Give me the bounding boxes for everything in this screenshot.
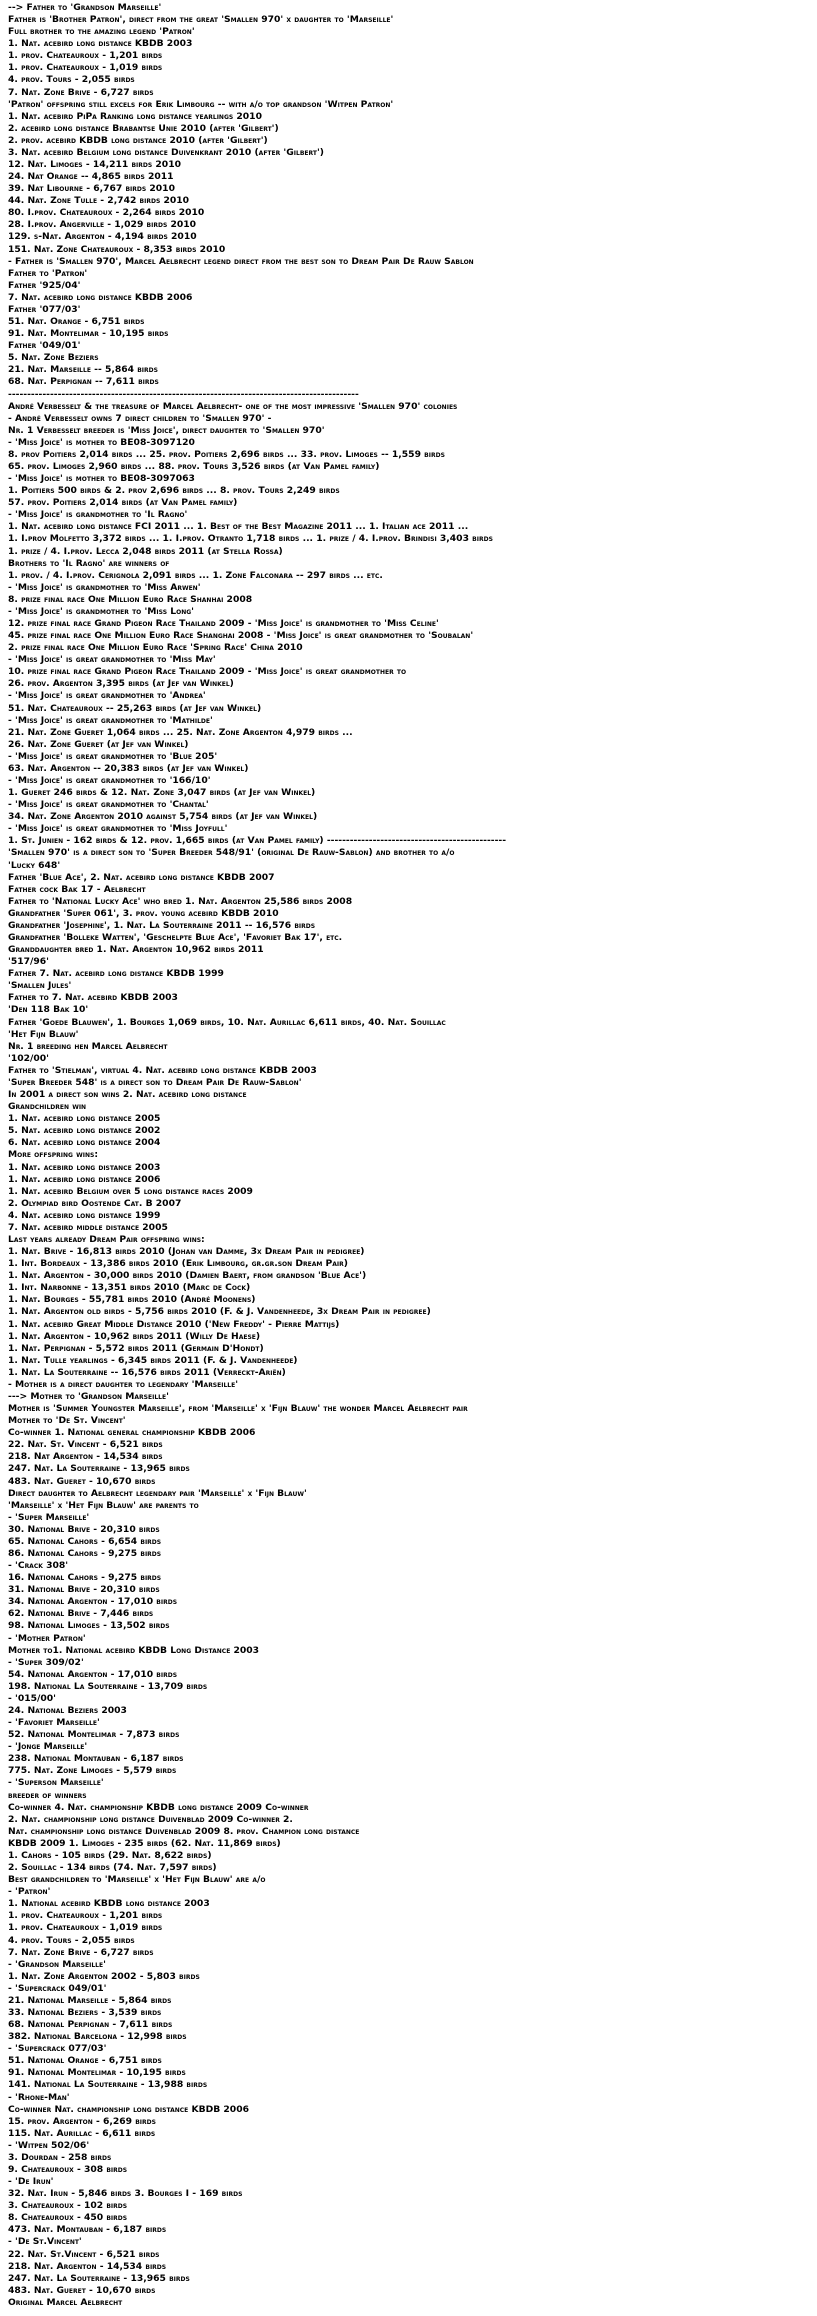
- text-line: 1. Nat. acebird PiPa Ranking long distance yearlings 2010: [8, 110, 262, 122]
- text-line: 12. prize final race Grand Pigeon Race Thailand 2009 - 'Miss Joice' is grandmother to 'Miss Celine': [8, 617, 439, 629]
- text-line: 1. Nat. Zone Argenton 2002 - 5,803 birds: [8, 1970, 200, 1982]
- text-line: Grandfather 'Super 061', 3. prov. young acebird KBDB 2010: [8, 907, 279, 919]
- text-line: 26. Nat. Zone Gueret (at Jef van Winkel): [8, 738, 189, 750]
- text-line: - 'Miss Joice' is grandmother to 'Il Ragno': [8, 509, 188, 521]
- text-line: 12. Nat. Limoges - 14,211 birds 2010: [8, 159, 181, 171]
- text-line: 'Patron' offspring still excels for Erik Limbourg -- with a/o top grandson 'Witpen Patron': [8, 98, 394, 110]
- text-line: 39. Nat Libourne - 6,767 birds 2010: [8, 183, 175, 195]
- text-line: 1. National acebird KBDB long distance 2003: [8, 1898, 210, 1910]
- text-line: 1. St. Junien - 162 birds & 12. prov. 1,665 birds (at Van Pamel family) -----------------------------------------------: [8, 835, 507, 847]
- text-line: 382. National Barcelona - 12,998 birds: [8, 2031, 187, 2043]
- text-line: 7. Nat. acebird middle distance 2005: [8, 1221, 168, 1233]
- text-line: 9. Chateauroux - 308 birds: [8, 2163, 128, 2175]
- text-line: 4. Nat. acebird long distance 1999: [8, 1209, 161, 1221]
- text-line: 1. Nat. acebird long distance 2005: [8, 1113, 161, 1125]
- text-line: - 'Miss Joice' is grandmother to 'Miss Arwen': [8, 581, 201, 593]
- text-line: 51. Nat. Orange - 6,751 birds: [8, 316, 145, 328]
- text-line: 44. Nat. Zone Tulle - 2,742 birds 2010: [8, 195, 190, 207]
- text-line: 3. Chateauroux - 102 birds: [8, 2200, 128, 2212]
- text-line: 68. National Perpignan - 7,611 birds: [8, 2019, 173, 2031]
- text-line: 2. Olympiad bird Oostende Cat. B 2007: [8, 1197, 182, 1209]
- text-line: Co-winner 4. Nat. championship KBDB long distance 2009 Co-winner: [8, 1801, 309, 1813]
- text-line: 1. Nat. Perpignan - 5,572 birds 2011 (Germain D'Hondt): [8, 1342, 264, 1354]
- text-line: Nat. championship long distance Duivenblad 2009 8. prov. Champion long distance: [8, 1825, 360, 1837]
- text-line: 2. Nat. championship long distance Duivenblad 2009 Co-winner 2.: [8, 1813, 293, 1825]
- text-line: 22. Nat. St.Vincent - 6,521 birds: [8, 2248, 160, 2260]
- text-line: 51. Nat. Chateauroux -- 25,263 birds (at Jef van Winkel): [8, 702, 262, 714]
- text-line: 'Smallen 970' is a direct son to 'Super Breeder 548/91' (original De Rauw-Sablon) and brother to a/o: [8, 847, 455, 859]
- text-line: Full brother to the amazing legend 'Patron': [8, 26, 195, 38]
- text-line: Direct daughter to Aelbrecht legendary pair 'Marseille' x 'Fijn Blauw': [8, 1487, 307, 1499]
- text-line: 1. Nat. Argenton old birds - 5,756 birds 2010 (F. & J. Vandenheede, 3x Dream Pair in pedigree): [8, 1306, 431, 1318]
- text-line: 1. Nat. Bourges - 55,781 birds 2010 (André Moonens): [8, 1294, 256, 1306]
- text-line: 1. Nat. acebird Great Middle Distance 2010 ('New Freddy' - Pierre Mattijs): [8, 1318, 340, 1330]
- text-line: 1. prize / 4. I.prov. Lecca 2,048 birds 2011 (at Stella Rossa): [8, 545, 283, 557]
- text-line: 24. Nat Orange -- 4,865 birds 2011: [8, 171, 174, 183]
- text-line: 198. National La Souterraine - 13,709 birds: [8, 1680, 208, 1692]
- text-line: 'Het Fijn Blauw': [8, 1028, 79, 1040]
- text-line: 1. prov. Chateauroux - 1,019 birds: [8, 1922, 163, 1934]
- text-line: --> Father to 'Grandson Marseille': [8, 2, 162, 13]
- text-line: 1. Gueret 246 birds & 12. Nat. Zone 3,047 birds (at Jef van Winkel): [8, 787, 316, 799]
- text-line: - 'Superson Marseille': [8, 1777, 104, 1789]
- text-line: 51. National Orange - 6,751 birds: [8, 2055, 162, 2067]
- text-line: 1. Cahors - 105 birds (29. Nat. 8,622 birds): [8, 1849, 212, 1861]
- text-line: - 'Miss Joice' is great grandmother to 'Mathilde': [8, 714, 213, 726]
- text-line: 8. prov Poitiers 2,014 birds ... 25. prov. Poitiers 2,696 birds ... 33. prov. Limoges -- 1,559 birds: [8, 448, 445, 460]
- text-line: - 'Favoriet Marseille': [8, 1717, 100, 1729]
- text-line: 24. National Beziers 2003: [8, 1705, 127, 1717]
- text-line: 1. Nat. Argenton - 10,962 birds 2011 (Willy De Haese): [8, 1330, 261, 1342]
- text-line: 8. prize final race One Million Euro Race Shanhai 2008: [8, 593, 253, 605]
- text-line: 21. National Marseille - 5,864 birds: [8, 1994, 172, 2006]
- text-line: - 'Crack 308': [8, 1560, 69, 1572]
- text-line: Father to 'Stielman', virtual 4. Nat. acebird long distance KBDB 2003: [8, 1064, 317, 1076]
- text-line: 129. s-Nat. Argenton - 4,194 birds 2010: [8, 231, 197, 243]
- text-line: - 'Mother Patron': [8, 1632, 86, 1644]
- text-line: 1. Nat. acebird Belgium over 5 long distance races 2009: [8, 1185, 253, 1197]
- text-line: - 'Miss Joice' is mother to BE08-3097120: [8, 436, 195, 448]
- text-line: '517/96': [8, 956, 49, 968]
- text-line: 483. Nat. Gueret - 10,670 birds: [8, 2284, 156, 2296]
- text-line: - 'Jonge Marseille': [8, 1741, 88, 1753]
- text-line: 2. prov. acebird KBDB long distance 2010 (after 'Gilbert'): [8, 134, 268, 146]
- text-line: 1. I.prov Molfetto 3,372 birds ... 1. I.prov. Otranto 1,718 birds ... 1. prize / 4. I.prov. Brindisi 3,403 birds: [8, 533, 493, 545]
- text-line: Father to 'National Lucky Ace' who bred 1. Nat. Argenton 25,586 birds 2008: [8, 895, 353, 907]
- text-line: 21. Nat. Marseille -- 5,864 birds: [8, 364, 158, 376]
- text-line: 98. National Limoges - 13,502 birds: [8, 1620, 170, 1632]
- text-line: 16. National Cahors - 9,275 birds: [8, 1572, 162, 1584]
- text-line: Best grandchildren to 'Marseille' x 'Het Fijn Blauw' are a/o: [8, 1874, 266, 1886]
- text-line: 65. prov. Limoges 2,960 birds ... 88. prov. Tours 3,526 birds (at Van Pamel family): [8, 460, 380, 472]
- text-line: Father 'Blue Ace', 2. Nat. acebird long distance KBDB 2007: [8, 871, 275, 883]
- text-line: KBDB 2009 1. Limoges - 235 birds (62. Nat. 11,869 birds): [8, 1837, 281, 1849]
- text-line: 45. prize final race One Million Euro Race Shanghai 2008 - 'Miss Joice' is great grandmother to 'Soubalan': [8, 630, 474, 642]
- text-line: - 'Patron': [8, 1886, 51, 1898]
- text-line: - Mother is a direct daughter to legendary 'Marseille': [8, 1378, 239, 1390]
- text-line: 22. Nat. St. Vincent - 6,521 birds: [8, 1439, 163, 1451]
- text-line: 2. prize final race One Million Euro Race 'Spring Race' China 2010: [8, 642, 303, 654]
- text-line: - Father is 'Smallen 970', Marcel Aelbrecht legend direct from the best son to Dream Pair De Rauw Sablon: [8, 255, 474, 267]
- text-line: 15. prov. Argenton - 6,269 birds: [8, 2115, 156, 2127]
- text-line: Mother to1. National acebird KBDB Long Distance 2003: [8, 1644, 260, 1656]
- text-line: 1. prov. Chateauroux - 1,019 birds: [8, 62, 163, 74]
- text-line: - 'Super 309/02': [8, 1656, 84, 1668]
- text-line: Grandchildren win: [8, 1101, 87, 1113]
- text-line: - 'Miss Joice' is great grandmother to 'Andrea': [8, 690, 206, 702]
- text-line: breeder of winners: [8, 1789, 87, 1801]
- text-line: 91. Nat. Montelimar - 10,195 birds: [8, 328, 169, 340]
- text-line: 115. Nat. Aurillac - 6,611 birds: [8, 2127, 156, 2139]
- text-line: Mother to 'De St. Vincent': [8, 1415, 126, 1427]
- text-line: Nr. 1 Verbesselt breeder is 'Miss Joice', direct daughter to 'Smallen 970': [8, 424, 325, 436]
- text-line: 57. prov. Poitiers 2,014 birds (at Van Pamel family): [8, 497, 238, 509]
- text-line: 775. Nat. Zone Limoges - 5,579 birds: [8, 1765, 177, 1777]
- text-line: 4. prov. Tours - 2,055 birds: [8, 1934, 135, 1946]
- text-line: --------------------------------------------------------------------------------------------: [8, 388, 359, 400]
- text-line: 31. National Brive - 20,310 birds: [8, 1584, 160, 1596]
- text-line: Father '077/03': [8, 303, 81, 315]
- text-line: 26. prov. Argenton 3,395 birds (at Jef van Winkel): [8, 678, 234, 690]
- text-line: - 'Super Marseille': [8, 1511, 90, 1523]
- text-line: 1. prov. Chateauroux - 1,201 birds: [8, 1910, 163, 1922]
- text-line: 32. Nat. Irun - 5,846 birds 3. Bourges I - 169 birds: [8, 2188, 243, 2200]
- text-line: - 'Grandson Marseille': [8, 1958, 106, 1970]
- text-line: 1. Nat. acebird long distance 2006: [8, 1173, 161, 1185]
- text-line: 62. National Brive - 7,446 birds: [8, 1608, 154, 1620]
- text-line: 1. Int. Bordeaux - 13,386 birds 2010 (Erik Limbourg, gr.gr.son Dream Pair): [8, 1258, 348, 1270]
- text-line: 7. Nat. Zone Brive - 6,727 birds: [8, 86, 154, 98]
- text-line: 247. Nat. La Souterraine - 13,965 birds: [8, 1463, 190, 1475]
- text-line: Co-winner Nat. championship long distance KBDB 2006: [8, 2103, 249, 2115]
- text-line: 34. Nat. Zone Argenton 2010 against 5,754 birds (at Jef van Winkel): [8, 811, 318, 823]
- text-line: 2. Souillac - 134 birds (74. Nat. 7,597 birds): [8, 1862, 217, 1874]
- text-line: Nr. 1 breeding hen Marcel Aelbrecht: [8, 1040, 168, 1052]
- text-line: 247. Nat. La Souterraine - 13,965 birds: [8, 2272, 190, 2284]
- text-line: - 'Miss Joice' is great grandmother to 'Blue 205': [8, 750, 218, 762]
- text-line: 5. Nat. Zone Beziers: [8, 352, 99, 364]
- text-line: 86. National Cahors - 9,275 birds: [8, 1548, 162, 1559]
- text-line: - 'Rhone-Man': [8, 2091, 70, 2103]
- text-line: 52. National Montelimar - 7,873 birds: [8, 1729, 180, 1741]
- text-line: - '015/00': [8, 1692, 56, 1704]
- text-line: - 'Miss Joice' is mother to BE08-3097063: [8, 473, 195, 485]
- text-line: 1. Nat. Tulle yearlings - 6,345 birds 2011 (F. & J. Vandenheede): [8, 1354, 298, 1366]
- text-line: - 'De St.Vincent': [8, 2236, 82, 2248]
- text-line: 7. Nat. Zone Brive - 6,727 birds: [8, 1946, 154, 1958]
- text-line: 1. Poitiers 500 birds & 2. prov 2,696 birds ... 8. prov. Tours 2,249 birds: [8, 485, 340, 497]
- text-line: '102/00': [8, 1052, 49, 1064]
- text-line: 91. National Montelimar - 10,195 birds: [8, 2067, 186, 2079]
- text-line: Grandfather 'Bolleke Watten', 'Geschelpte Blue Ace', 'Favoriet Bak 17', etc.: [8, 932, 343, 944]
- text-line: Mother is 'Summer Youngster Marseille', from 'Marseille' x 'Fijn Blauw' the wonder Marcel Aelbrecht pair: [8, 1403, 468, 1415]
- text-line: 1. prov. Chateauroux - 1,201 birds: [8, 50, 163, 62]
- text-line: Father to 7. Nat. acebird KBDB 2003: [8, 992, 178, 1004]
- text-line: Father 'Goede Blauwen', 1. Bourges 1,069 birds, 10. Nat. Aurillac 6,611 birds, 40. Nat. Souillac: [8, 1016, 446, 1028]
- text-line: 34. National Argenton - 17,010 birds: [8, 1596, 178, 1608]
- text-line: 2. acebird long distance Brabantse Unie 2010 (after 'Gilbert'): [8, 122, 279, 134]
- text-line: Father '925/04': [8, 279, 81, 291]
- text-line: 218. Nat. Argenton - 14,534 birds: [8, 2260, 167, 2272]
- text-line: 218. Nat Argenton - 14,534 birds: [8, 1451, 163, 1463]
- text-line: - 'De Irun': [8, 2176, 54, 2188]
- text-line: André Verbesselt & the treasure of Marcel Aelbrecht- one of the most impressive 'Smallen 970' colonies: [8, 400, 458, 412]
- text-line: 6. Nat. acebird long distance 2004: [8, 1137, 161, 1149]
- text-line: 1. Nat. Brive - 16,813 birds 2010 (Johan van Damme, 3x Dream Pair in pedigree): [8, 1246, 365, 1258]
- text-line: 7. Nat. acebird long distance KBDB 2006: [8, 291, 193, 303]
- text-line: 1. Nat. acebird long distance KBDB 2003: [8, 38, 193, 50]
- text-line: 28. I.prov. Angerville - 1,029 birds 2010: [8, 219, 197, 231]
- text-line: 'Marseille' x 'Het Fijn Blauw' are parents to: [8, 1499, 199, 1511]
- text-line: 21. Nat. Zone Gueret 1,064 birds ... 25. Nat. Zone Argenton 4,979 birds ...: [8, 726, 353, 738]
- text-line: 473. Nat. Montauban - 6,187 birds: [8, 2224, 167, 2236]
- text-line: 238. National Montauban - 6,187 birds: [8, 1753, 184, 1765]
- text-line: 1. Nat. acebird long distance FCI 2011 ... 1. Best of the Best Magazine 2011 ... 1. Italian ace 2011 ...: [8, 521, 469, 533]
- text-line: 10. prize final race Grand Pigeon Race Thailand 2009 - 'Miss Joice' is great grandmother to: [8, 666, 407, 678]
- text-line: 1. Nat. acebird long distance 2003: [8, 1161, 161, 1173]
- text-line: - André Verbesselt owns 7 direct children to 'Smallen 970' -: [8, 412, 272, 424]
- text-line: - 'Supercrack 049/01': [8, 1982, 107, 1994]
- text-line: 1. Nat. Argenton - 30,000 birds 2010 (Damien Baert, from grandson 'Blue Ace'): [8, 1270, 367, 1282]
- text-line: 'Smallen Jules': [8, 980, 72, 992]
- text-line: - 'Witpen 502/06': [8, 2139, 90, 2151]
- text-line: 65. National Cahors - 6,654 birds: [8, 1535, 162, 1547]
- text-line: - 'Miss Joice' is great grandmother to 'Miss May': [8, 654, 216, 666]
- text-line: 5. Nat. acebird long distance 2002: [8, 1125, 161, 1137]
- text-line: Father cock Bak 17 - Aelbrecht: [8, 883, 146, 895]
- text-line: 80. I.prov. Chateauroux - 2,264 birds 2010: [8, 207, 205, 219]
- text-line: 68. Nat. Perpignan -- 7,611 birds: [8, 376, 159, 388]
- text-line: - 'Miss Joice' is great grandmother to 'Chantal': [8, 799, 209, 811]
- text-line: Father is 'Brother Patron', direct from the great 'Smallen 970' x daughter to 'Marseille': [8, 14, 394, 26]
- text-line: More offspring wins:: [8, 1149, 99, 1161]
- text-line: 483. Nat. Gueret - 10,670 birds: [8, 1475, 156, 1487]
- text-line: - 'Supercrack 077/03': [8, 2043, 107, 2055]
- text-line: 'Lucky 648': [8, 859, 61, 871]
- text-line: 54. National Argenton - 17,010 birds: [8, 1668, 178, 1680]
- text-line: In 2001 a direct son wins 2. Nat. acebird long distance: [8, 1089, 247, 1101]
- text-line: 3. Dourdan - 258 birds: [8, 2151, 112, 2163]
- text-line: ---> Mother to 'Grandson Marseille': [8, 1390, 169, 1402]
- text-line: Original Marcel Aelbrecht: [8, 2296, 123, 2308]
- text-line: Co-winner 1. National general championship KBDB 2006: [8, 1427, 256, 1439]
- text-line: 63. Nat. Argenton -- 20,383 birds (at Jef van Winkel): [8, 762, 249, 774]
- text-line: 1. Nat. La Souterraine -- 16,576 birds 2011 (Verreckt-Ariën): [8, 1366, 286, 1378]
- text-line: Father '049/01': [8, 340, 81, 352]
- text-line: Last years already Dream Pair offspring wins:: [8, 1233, 205, 1245]
- text-line: 141. National La Souterraine - 13,988 birds: [8, 2079, 208, 2091]
- text-line: 30. National Brive - 20,310 birds: [8, 1523, 160, 1535]
- text-line: Father 7. Nat. acebird long distance KBDB 1999: [8, 968, 224, 980]
- text-line: Grandfather 'Josephine', 1. Nat. La Souterraine 2011 -- 16,576 birds: [8, 919, 316, 931]
- text-line: 'Super Breeder 548' is a direct son to Dream Pair De Rauw-Sablon': [8, 1076, 302, 1088]
- text-line: Father to 'Patron': [8, 267, 88, 279]
- text-line: 33. National Beziers - 3,539 birds: [8, 2006, 162, 2018]
- text-line: Granddaughter bred 1. Nat. Argenton 10,962 birds 2011: [8, 944, 264, 956]
- text-line: 151. Nat. Zone Chateauroux - 8,353 birds 2010: [8, 243, 226, 255]
- text-line: - 'Miss Joice' is grandmother to 'Miss Long': [8, 605, 194, 617]
- text-line: 4. prov. Tours - 2,055 birds: [8, 74, 135, 86]
- text-line: - 'Miss Joice' is great grandmother to '166/10': [8, 775, 211, 786]
- text-line: 8. Chateauroux - 450 birds: [8, 2212, 128, 2224]
- text-line: 'Den 118 Bak 10': [8, 1004, 89, 1016]
- text-line: 1. prov. / 4. I.prov. Cerignola 2,091 birds ... 1. Zone Falconara -- 297 birds ... etc.: [8, 569, 383, 581]
- text-line: 3. Nat. acebird Belgium long distance Duivenkrant 2010 (after 'Gilbert'): [8, 146, 324, 158]
- text-line: Brothers to 'Il Ragno' are winners of: [8, 557, 170, 569]
- text-line: - 'Miss Joice' is great grandmother to 'Miss Joyfull': [8, 823, 228, 835]
- text-line: 1. Int. Narbonne - 13,351 birds 2010 (Marc de Cock): [8, 1282, 251, 1294]
